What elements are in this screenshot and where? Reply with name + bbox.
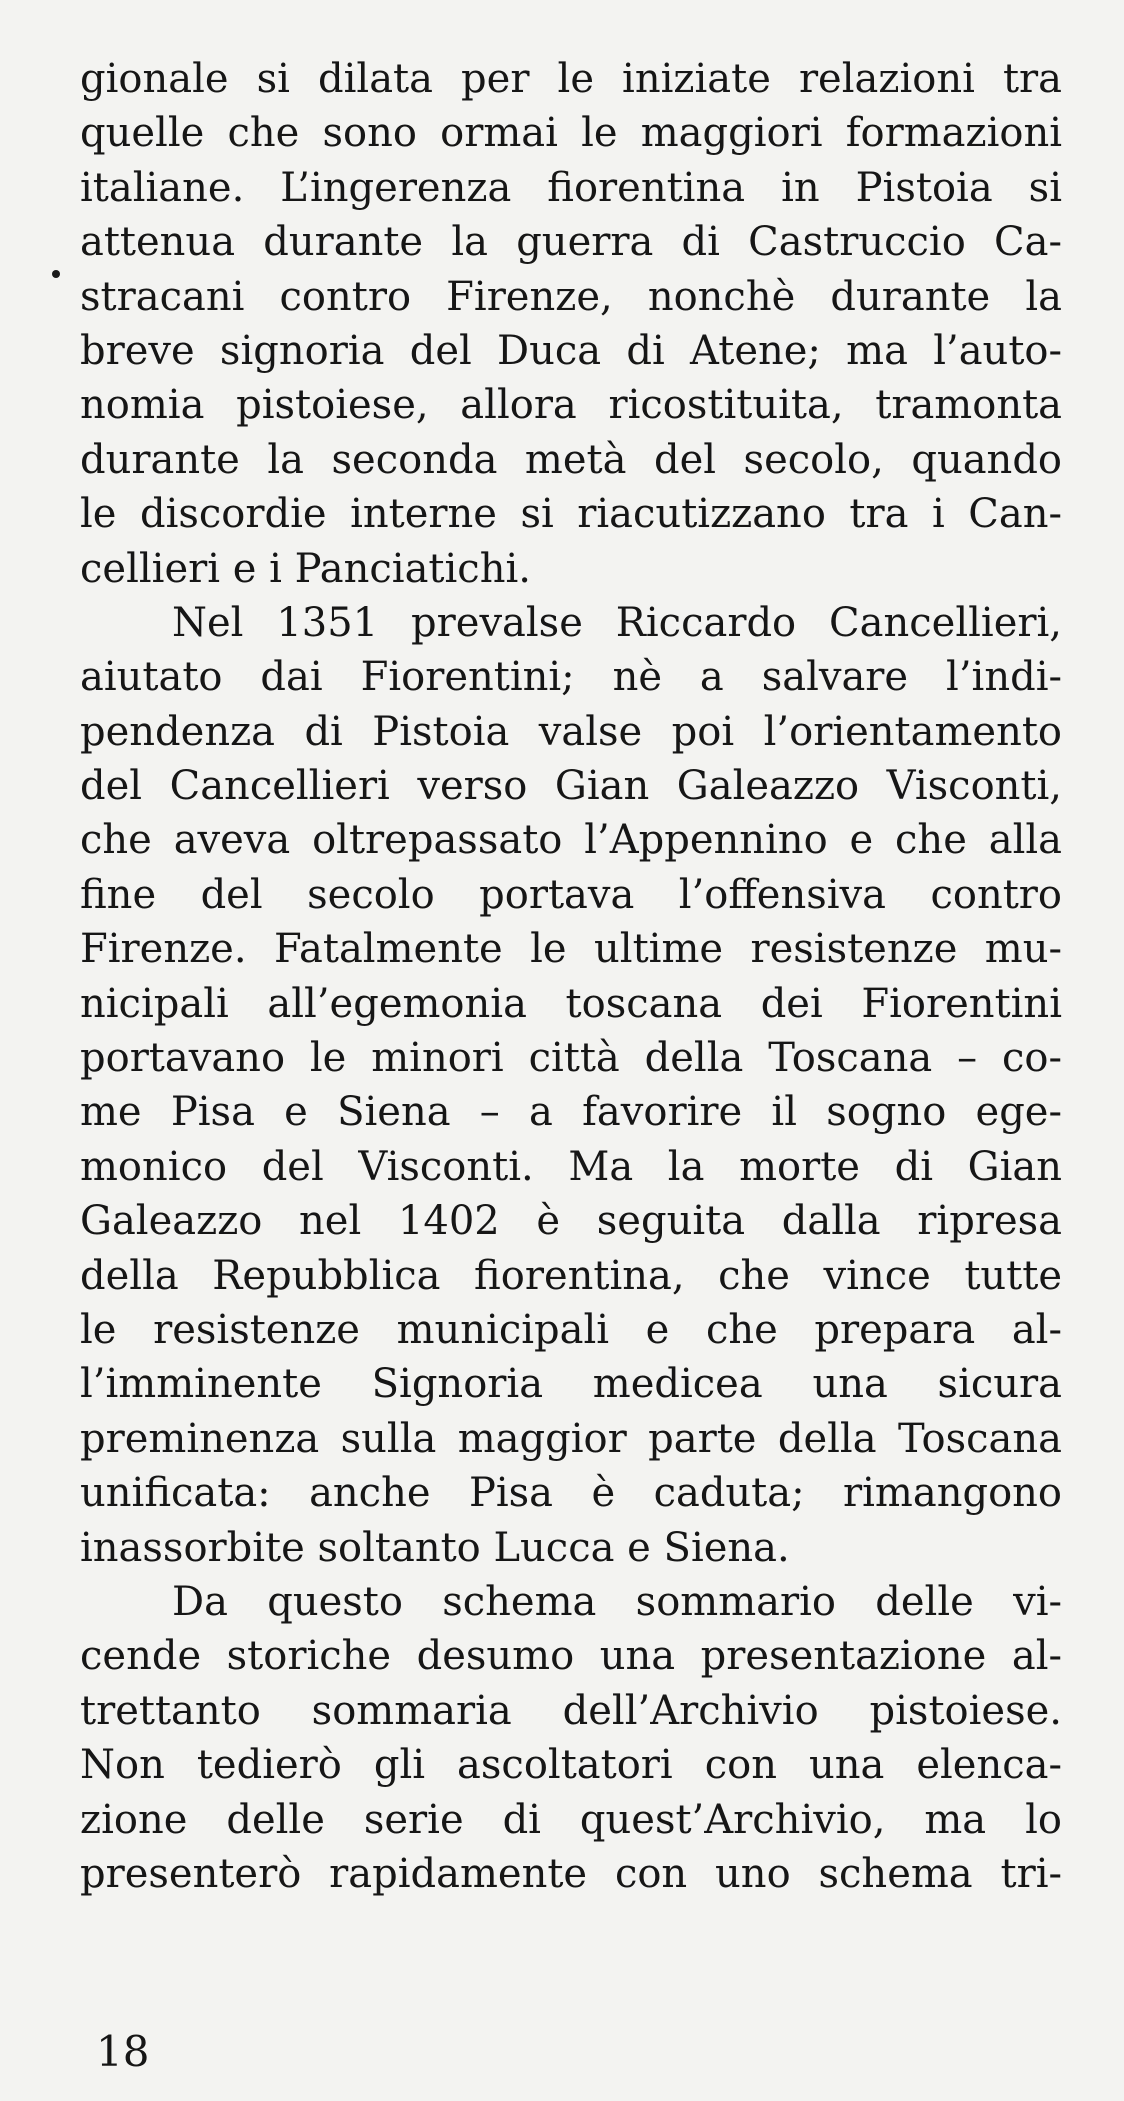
text-line: Galeazzo nel 1402 è seguita dalla ripresa	[80, 1198, 1062, 1245]
text-line: cellieri e i Panciatichi.	[80, 545, 531, 592]
text-line: le discordie interne si riacutizzano tra i Can-	[80, 491, 1062, 538]
text-line: che aveva oltrepassato l’Appennino e che alla	[80, 817, 1062, 864]
text-line: stracani contro Firenze, nonchè durante la	[80, 273, 1062, 320]
text-line: Non tedierò gli ascoltatori con una elenca-	[80, 1742, 1062, 1789]
text-line: zione delle serie di quest’Archivio, ma lo	[80, 1796, 1062, 1843]
text-line: presenterò rapidamente con uno schema tri-	[80, 1850, 1062, 1897]
text-line: unificata: anche Pisa è caduta; rimangono	[80, 1470, 1062, 1517]
text-line: quelle che sono ormai le maggiori formazioni	[80, 110, 1062, 157]
text-line: nomia pistoiese, allora ricostituita, tramonta	[80, 382, 1062, 429]
text-line: durante la seconda metà del secolo, quando	[80, 436, 1062, 483]
text-line: inassorbite soltanto Lucca e Siena.	[80, 1524, 790, 1571]
text-line: Nel 1351 prevalse Riccardo Cancellieri,	[172, 599, 1062, 646]
body-text	[80, 52, 1062, 1901]
text-line: Da questo schema sommario delle vi-	[172, 1578, 1062, 1625]
page-number: 18	[96, 2027, 150, 2076]
text-line: portavano le minori città della Toscana – co-	[80, 1035, 1062, 1082]
text-line: preminenza sulla maggior parte della Toscana	[80, 1415, 1062, 1462]
text-line: breve signoria del Duca di Atene; ma l’auto-	[80, 327, 1062, 374]
text-line: Firenze. Fatalmente le ultime resistenze mu-	[80, 926, 1062, 973]
text-line: nicipali all’egemonia toscana dei Fiorentini	[80, 980, 1062, 1027]
text-line: della Repubblica fiorentina, che vince tutte	[80, 1252, 1062, 1299]
text-line: cende storiche desumo una presentazione al-	[80, 1633, 1062, 1680]
text-line: attenua durante la guerra di Castruccio Ca-	[80, 219, 1062, 266]
text-line: monico del Visconti. Ma la morte di Gian	[80, 1143, 1062, 1190]
text-line: l’imminente Signoria medicea una sicura	[80, 1361, 1062, 1408]
text-line: me Pisa e Siena – a favorire il sogno ege-	[80, 1089, 1062, 1136]
text-line: trettanto sommaria dell’Archivio pistoiese.	[80, 1687, 1062, 1734]
text-line: pendenza di Pistoia valse poi l’orientamento	[80, 708, 1062, 755]
text-line: le resistenze municipali e che prepara al-	[80, 1306, 1062, 1353]
text-line: fine del secolo portava l’offensiva contro	[80, 871, 1062, 918]
ink-speck-mark	[52, 270, 60, 278]
text-line: aiutato dai Fiorentini; nè a salvare l’indi-	[80, 654, 1062, 701]
text-line: italiane. L’ingerenza fiorentina in Pistoia si	[80, 164, 1062, 211]
text-line: del Cancellieri verso Gian Galeazzo Visconti,	[80, 763, 1062, 810]
text-line: gionale si dilata per le iniziate relazioni tra	[80, 56, 1062, 102]
